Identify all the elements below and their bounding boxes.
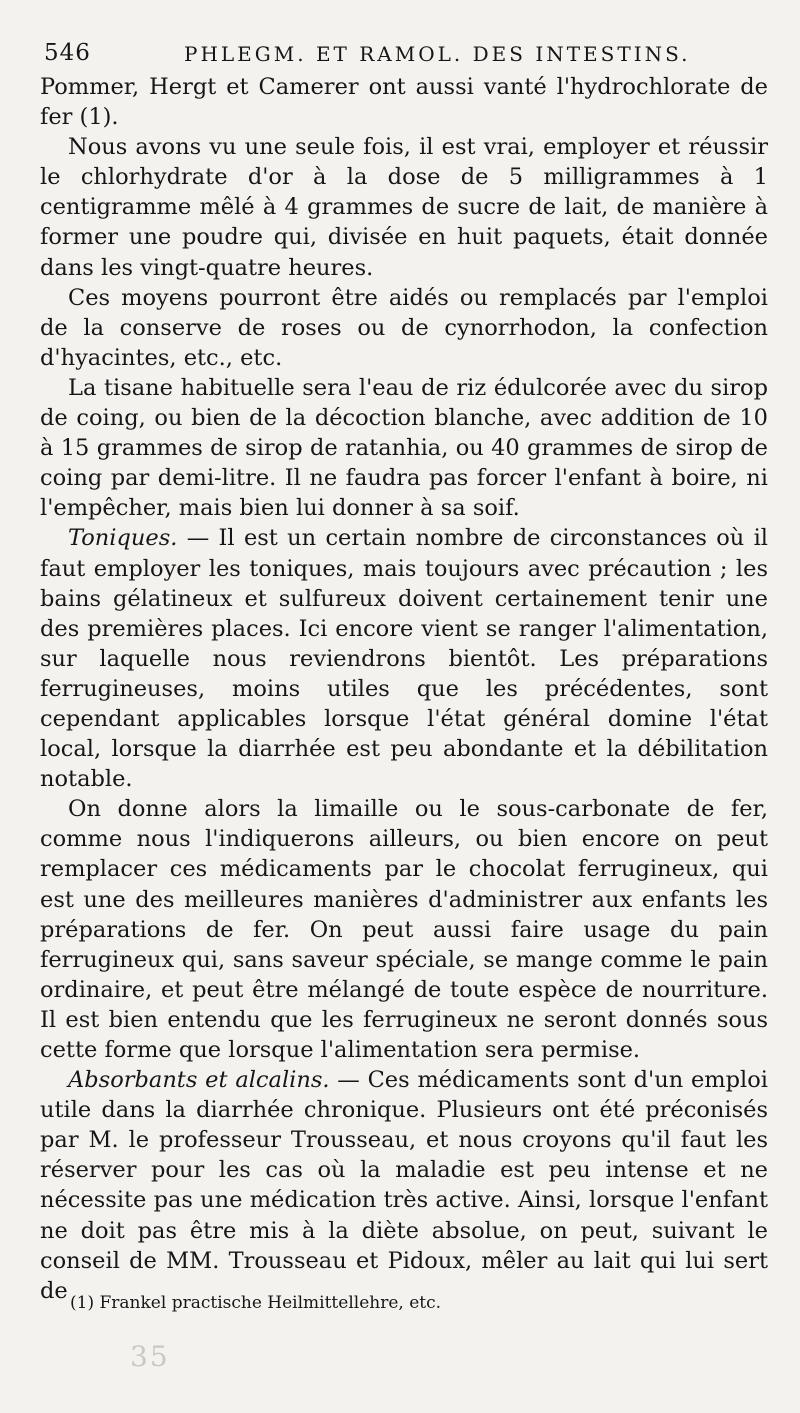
paragraph-2 — [40, 132, 768, 282]
paragraph-absorbants-text: — Ces médicaments sont d'un emploi utile dans la diarrhée chronique. Plusieurs ont été préconisés par M. le professeur Trousseau, et nous croyons qu'il faut les réserver pour les cas où la maladie est peu intense et ne nécessite pas une médication très active. Ainsi, lorsque l'enfant ne doit pas être mis à la diète absolue, on peut, suivant le conseil de MM. Trousseau et Pidoux, mêler au lait qui lui sert de — [40, 1067, 768, 1304]
body-text — [40, 72, 768, 1306]
paragraph-6-text: On donne alors la limaille ou le sous-carbonate de fer, comme nous l'indiquerons ailleurs, ou bien encore on peut remplacer ces médicaments par le chocolat ferrugineux, qui est une des meilleures manières d'administrer aux enfants les préparations de fer. On peut aussi faire usage du pain ferrugineux qui, sans saveur spéciale, se mange comme le pain ordinaire, et peut être mélangé de toute espèce de nourriture. Il est bien entendu que les ferrugineux ne seront donnés sous cette forme que lorsque l'alimentation sera permise. — [40, 796, 768, 1063]
paragraph-toniques — [40, 523, 768, 794]
page-number: 546 — [44, 40, 91, 66]
paragraph-4-text: La tisane habituelle sera l'eau de riz édulcorée avec du sirop de coing, ou bien de la décoction blanche, avec addition de 10 à 15 grammes de sirop de ratanhia, ou 40 grammes de sirop de coing par demi-litre. Il ne faudra pas forcer l'enfant à boire, ni l'empêcher, mais bien lui donner à sa soif. — [40, 374, 768, 522]
section-head-absorbants: Absorbants et alcalins. — [68, 1067, 330, 1094]
paragraph-toniques-text: — Il est un certain nombre de circonstances où il faut employer les toniques, mais toujours avec précaution ; les bains gélatineux et sulfureux doivent certainement tenir une des premières places. Ici encore vient se ranger l'alimentation, sur laquelle nous reviendrons bientôt. Les préparations ferrugineuses, moins utiles que les précédentes, sont cependant applicables lorsque l'état général domine l'état local, lorsque la diarrhée est peu abondante et la débilitation notable. — [40, 525, 768, 793]
paragraph-1-text: Pommer, Hergt et Camerer ont aussi vanté l'hydrochlorate de fer (1). — [40, 74, 768, 131]
footnote: (1) Frankel practische Heilmittellehre, etc. — [70, 1293, 442, 1313]
running-title: PHLEGM. ET RAMOL. DES INTESTINS. — [184, 42, 691, 66]
paragraph-4 — [40, 373, 768, 523]
signature-mark: 35 — [130, 1340, 170, 1373]
section-head-toniques: Toniques. — [68, 525, 178, 552]
paragraph-6 — [40, 794, 768, 1065]
paragraph-2-text: Nous avons vu une seule fois, il est vrai, employer et réussir le chlorhydrate d'or à la dose de 5 milligrammes à 1 centigramme mêlé à 4 grammes de sucre de lait, de manière à former une poudre qui, divisée en huit paquets, était donnée dans les vingt-quatre heures. — [40, 134, 768, 281]
paragraph-3 — [40, 283, 768, 373]
page-header — [44, 40, 776, 74]
paragraph-3-text: Ces moyens pourront être aidés ou remplacés par l'emploi de la conserve de roses ou de cynorrhodon, la confection d'hyacintes, etc., etc. — [40, 284, 768, 371]
paragraph-absorbants — [40, 1065, 768, 1306]
paragraph-1 — [40, 72, 768, 132]
